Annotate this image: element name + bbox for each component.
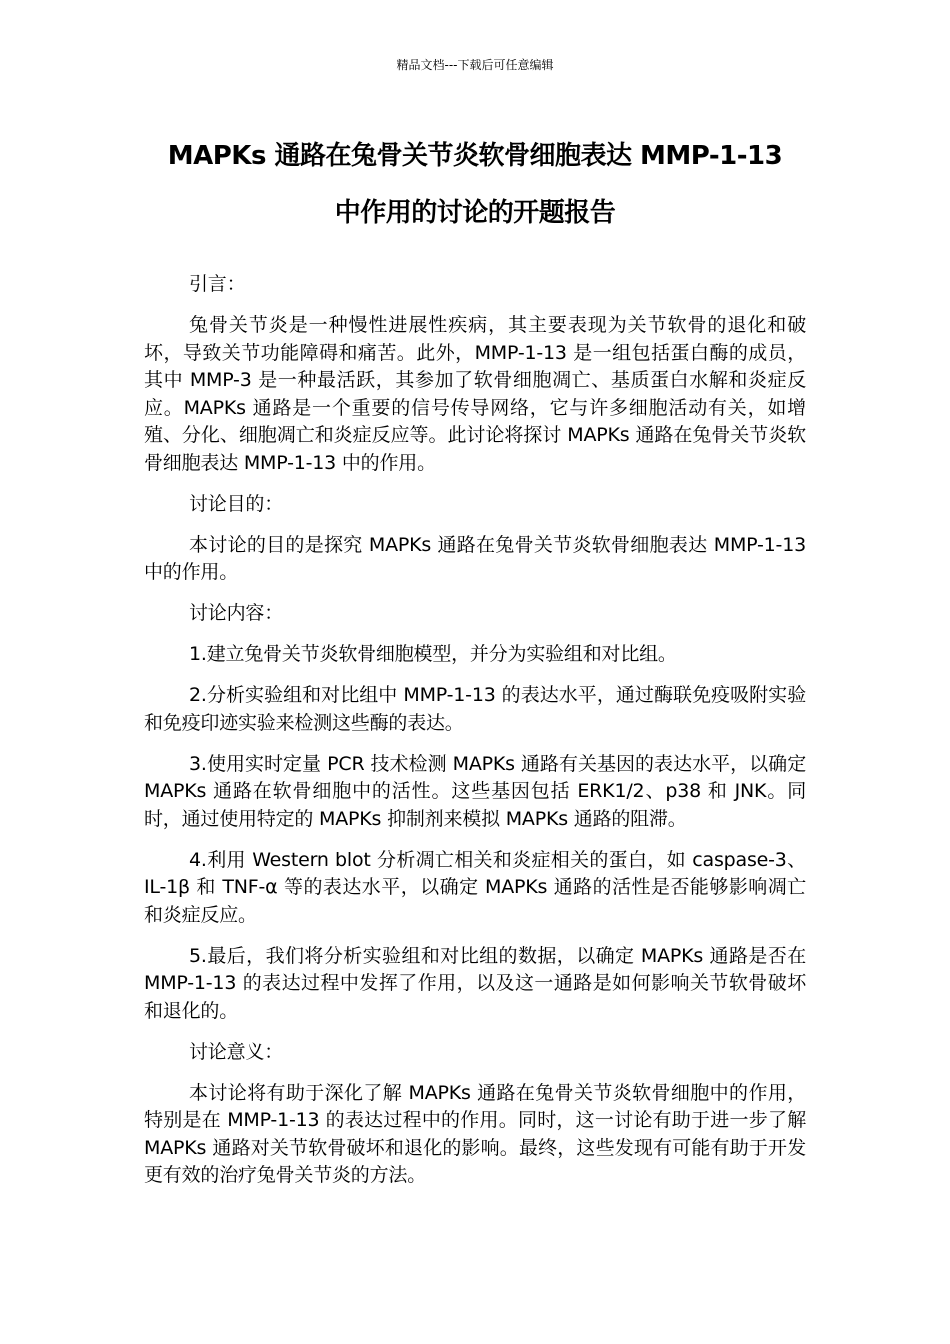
paragraph-intro: 兔骨关节炎是一种慢性进展性疾病，其主要表现为关节软骨的退化和破坏，导致关节功能障碍和痛苦。此外，MMP-1-13 是一组包括蛋白酶的成员，其中 MMP-3 是一种最活跃，其参加了软骨细胞凋亡、基质蛋白水解和炎症反应。MAPKs 通路是一个重要的信号传导网络，它与许多细胞活动有关，如增殖、分化、细胞凋亡和炎症反应等。此讨论将探讨 MAPKs 通路在兔骨关节炎软骨细胞表达 MMP-1-13 中的作用。	[144, 314, 806, 474]
paragraph-significance: 本讨论将有助于深化了解 MAPKs 通路在兔骨关节炎软骨细胞中的作用，特别是在 MMP-1-13 的表达过程中的作用。同时，这一讨论有助于进一步了解 MAPKs 通路对关节软骨破坏和退化的影响。最终，这些发现有可能有助于开发更有效的治疗兔骨关节炎的方法。	[144, 1081, 806, 1186]
section-heading-intro: 引言：	[189, 273, 246, 295]
content-item-3: 3.使用实时定量 PCR 技术检测 MAPKs 通路有关基因的表达水平，以确定 MAPKs 通路在软骨细胞中的活性。这些基因包括 ERK1/2、p38 和 JNK。同时，通过使用特定的 MAPKs 抑制剂来模拟 MAPKs 通路的阻滞。	[144, 752, 806, 830]
title-line-2: 中作用的讨论的开题报告	[334, 198, 616, 228]
content-item-4: 4.利用 Western blot 分析凋亡相关和炎症相关的蛋白，如 caspase-3、IL-1β 和 TNF-α 等的表达水平，以确定 MAPKs 通路的活性是否能够影响凋亡和炎症反应。	[144, 848, 806, 926]
section-heading-purpose: 讨论目的：	[189, 492, 284, 515]
title-line-1: MAPKs 通路在兔骨关节炎软骨细胞表达 MMP-1-13	[167, 141, 783, 171]
section-heading-significance: 讨论意义：	[189, 1040, 284, 1063]
content-item-1: 1.建立兔骨关节炎软骨细胞模型，并分为实验组和对比组。	[189, 643, 677, 665]
content-item-2: 2.分析实验组和对比组中 MMP-1-13 的表达水平，通过酶联免疫吸附实验和免疫印迹实验来检测这些酶的表达。	[144, 684, 806, 734]
section-heading-content: 讨论内容：	[189, 602, 284, 624]
document-body	[144, 271, 806, 1203]
paragraph-purpose: 本讨论的目的是探究 MAPKs 通路在兔骨关节炎软骨细胞表达 MMP-1-13 中的作用。	[144, 533, 806, 583]
content-item-5: 5.最后，我们将分析实验组和对比组的数据，以确定 MAPKs 通路是否在 MMP-1-13 的表达过程中发挥了作用，以及这一通路是如何影响关节软骨破坏和退化的。	[144, 944, 806, 1022]
page-header: 精品文档---下载后可任意编辑	[396, 58, 554, 72]
